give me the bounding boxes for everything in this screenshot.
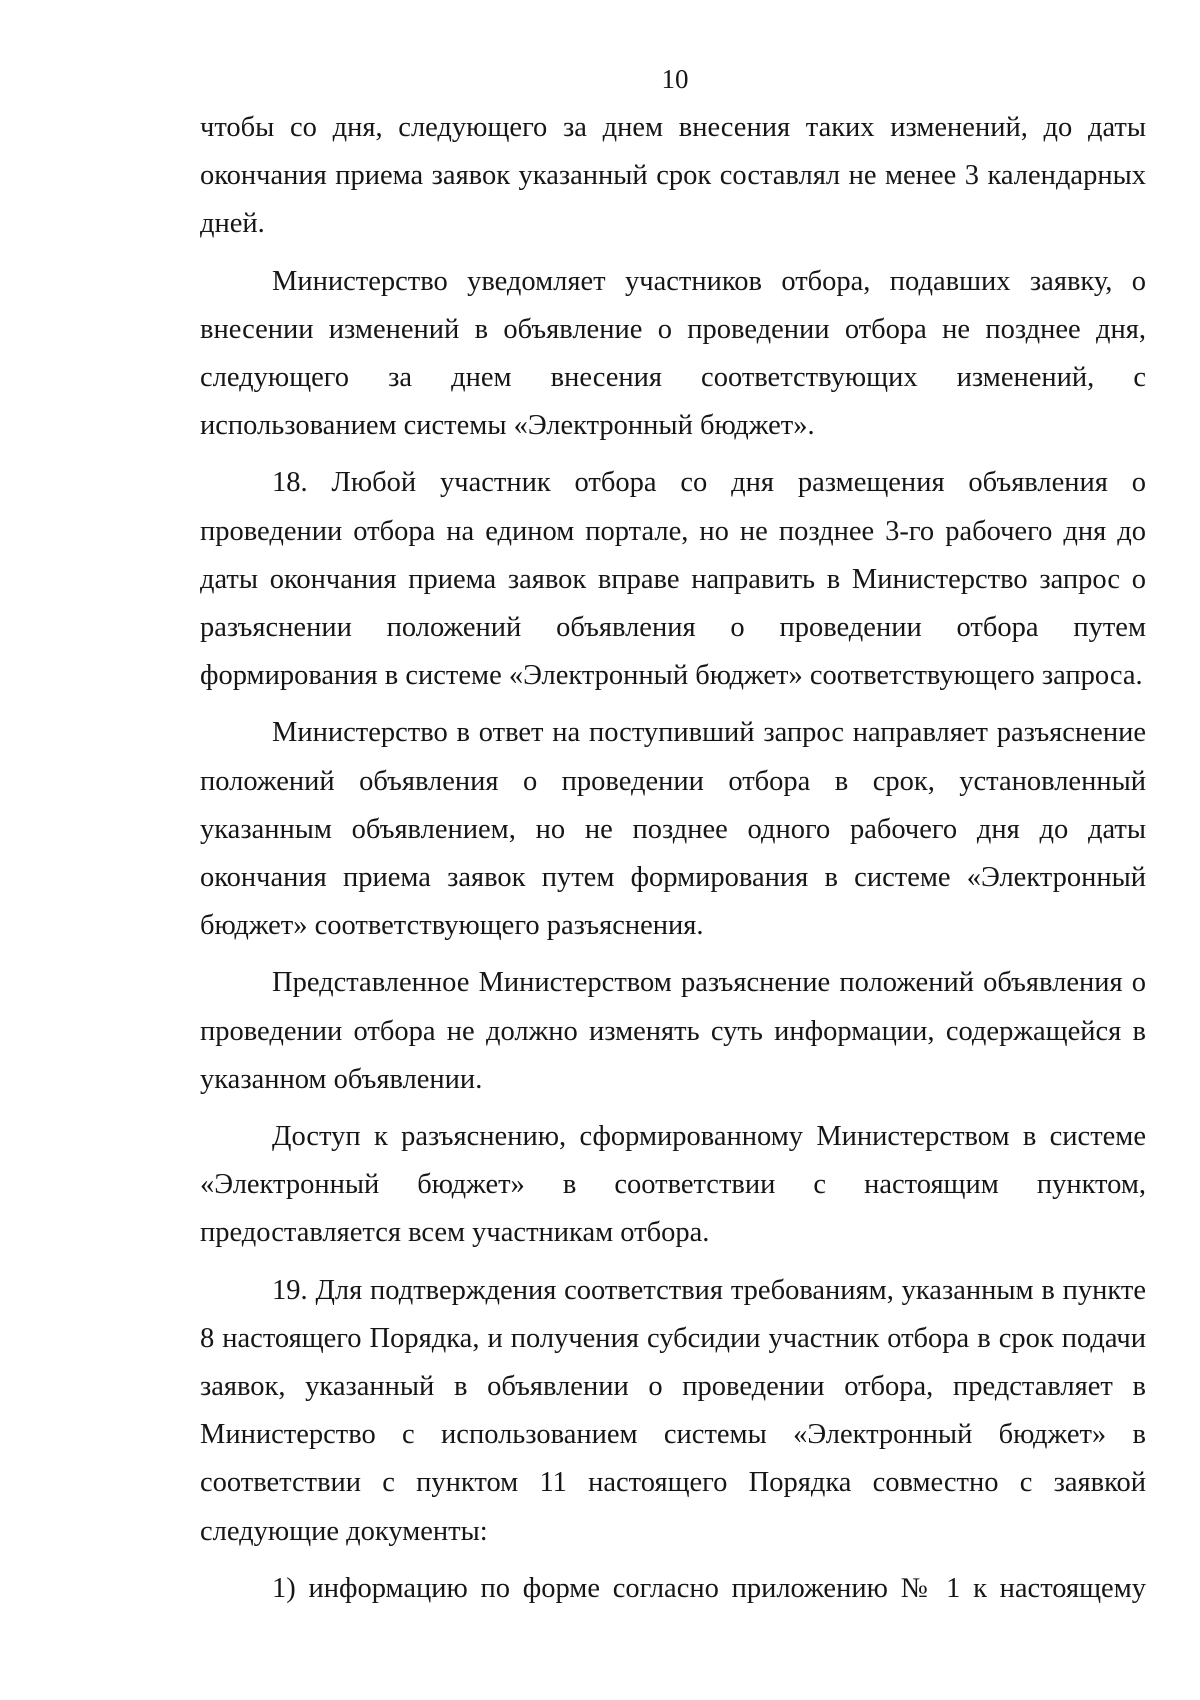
page-number: 10 — [661, 64, 689, 94]
document-body — [200, 104, 1146, 1613]
paragraph-clarification-response: Министерство в ответ на поступивший запрос направляет разъяснение положений объявления о проведении отбора в срок, установленный указанным объявлением, но не позднее одного рабочего дня до даты окончания приема заявок путем формирования в системе «Электронный бюджет» соответствующего разъяснения. — [200, 717, 1146, 942]
paragraph-item-19: 19. Для подтверждения соответствия требованиям, указанным в пункте 8 настоящего Порядка, и получения субсидии участник отбора в срок подачи заявок, указанный в объявлении о проведении отбора, представляет в Министерство с использованием системы «Электронный бюджет» в соответствии с пунктом 11 настоящего Порядка совместно с заявкой следующие документы: — [200, 1274, 1146, 1547]
paragraph-item-18: 18. Любой участник отбора со дня размещения объявления о проведении отбора на едином портале, но не позднее 3-го рабочего дня до даты окончания приема заявок вправе направить в Министерство запрос о разъяснении положений объявления о проведении отбора путем формирования в системе «Электронный бюджет» соответствующего запроса. — [200, 467, 1146, 692]
paragraph-notification: Министерство уведомляет участников отбора, подавших заявку, о внесении изменений в объявление о проведении отбора не позднее дня, следующего за днем внесения соответствующих изменений, с использованием системы «Электронный бюджет». — [200, 265, 1146, 442]
paragraph-continuation: чтобы со дня, следующего за днем внесения таких изменений, до даты окончания приема заявок указанный срок составлял не менее 3 календарных дней. — [200, 112, 1146, 240]
paragraph-clarification-content: Представленное Министерством разъяснение положений объявления о проведении отбора не должно изменять суть информации, содержащейся в указанном объявлении. — [200, 967, 1146, 1095]
paragraph-subitem-1: 1) информацию по форме согласно приложению № 1 к настоящему — [272, 1572, 1146, 1604]
paragraph-clarification-access: Доступ к разъяснению, сформированному Министерством в системе «Электронный бюджет» в соответствии с настоящим пунктом, предоставляется всем участникам отбора. — [200, 1121, 1146, 1249]
